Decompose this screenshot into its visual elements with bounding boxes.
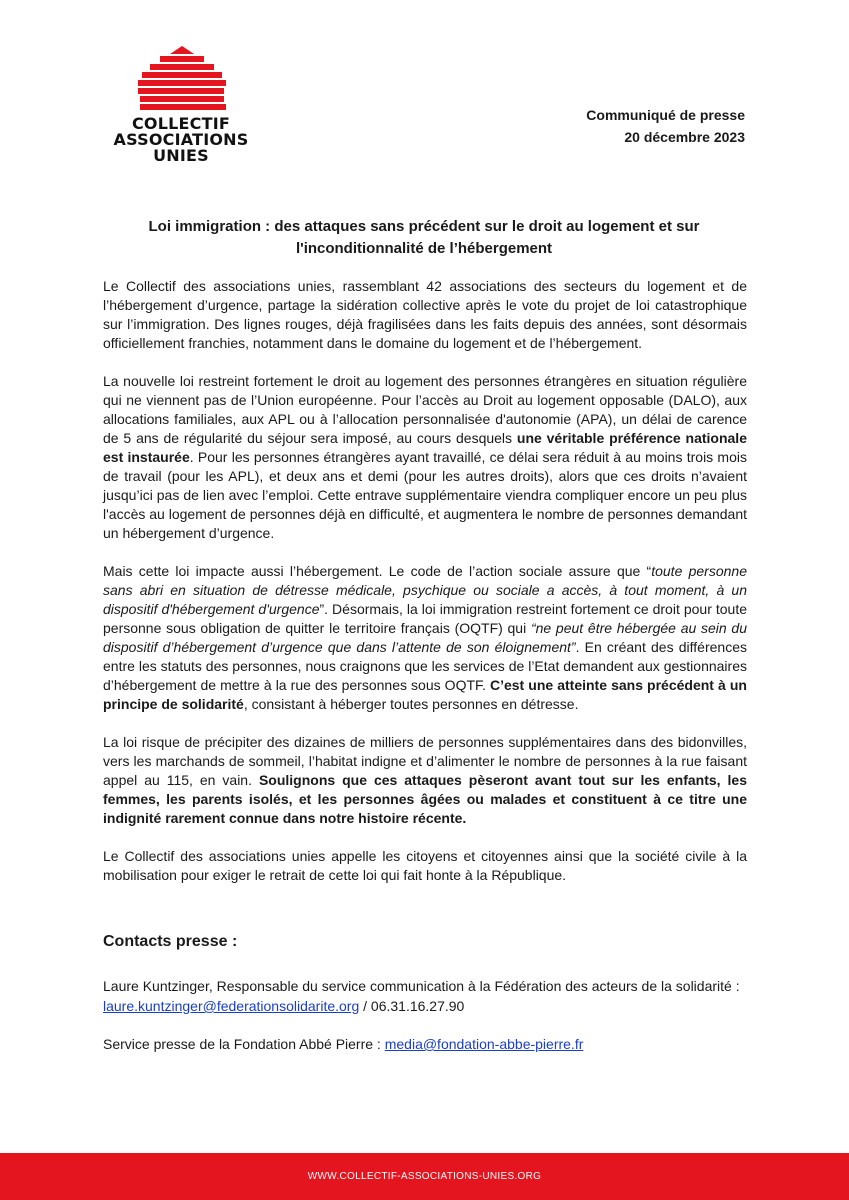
p4-text-a: La loi risque de précipiter des dizaines de milliers de personnes supplémentaires dans des bidonvilles, vers les marchands de sommeil, l’habitat indigne et d’alimenter le nombre de personnes à la rue faisant appel au 115, en vain. bbox=[103, 734, 747, 788]
paragraph-4 bbox=[103, 733, 747, 828]
footer-url[interactable]: WWW.COLLECTIF-ASSOCIATIONS-UNIES.ORG bbox=[307, 1171, 542, 1182]
logo-line-2: ASSOCIATIONS bbox=[113, 130, 249, 149]
contacts-heading: Contacts presse : bbox=[103, 933, 238, 950]
contact-1-phone: / 06.31.16.27.90 bbox=[359, 998, 465, 1014]
p3-text-g: , consistant à héberger toutes personnes en détresse. bbox=[243, 696, 579, 712]
contact-1 bbox=[103, 976, 747, 1016]
house-stripes-icon bbox=[132, 44, 232, 116]
p3-text-e: . En créant des différences entre les statuts des personnes, nous craignons que les services de l’Etat demandent aux gestionnaires d’hébergement de mettre à la rue des personnes sous OQTF. bbox=[103, 639, 747, 693]
contact-1-text: Laure Kuntzinger, Responsable du service communication à la Fédération des acteurs de la solidarité : bbox=[103, 978, 740, 994]
p2-text-a: La nouvelle loi restreint fortement le droit au logement des personnes étrangères en situation régulière qui ne viennent pas de l’Union européenne. Pour l’accès au Droit au logement opposable (DALO), aux allocations familiales, aux APL ou à l’allocation personnalisée d'autonomie (APA), un délai de carence de 5 ans de régularité du séjour sera imposé, au cours desquels bbox=[103, 373, 747, 446]
press-meta bbox=[586, 104, 745, 148]
p2-text-c: . Pour les personnes étrangères ayant travaillé, ce délai sera réduit à au moins trois mois de travail (pour les APL), et deux ans et demi (pour les autres droits), alors que ces droits n’avaient jusqu’ici pas de lien avec l’emploi. Cette entrave supplémentaire viendra compliquer encore un peu plus l'accès au logement de personnes déjà en difficulté, et augmentera le nombre de personnes demandant un hébergement d’urgence. bbox=[103, 449, 747, 541]
p2-bold: une véritable préférence nationale est instaurée bbox=[103, 430, 747, 465]
body-text bbox=[103, 277, 747, 885]
logo-line-3: UNIES bbox=[153, 146, 209, 165]
footer-bar bbox=[0, 1153, 849, 1200]
title-line-2: l'inconditionnalité de l’hébergement bbox=[295, 240, 553, 257]
contact-2 bbox=[103, 1034, 747, 1054]
p3-text-c: ”. Désormais, la loi immigration restreint fortement ce droit pour toute personne sous obligation de quitter le territoire français (OQTF) qui bbox=[103, 601, 748, 636]
logo bbox=[96, 44, 266, 164]
paragraph-1: Le Collectif des associations unies, rassemblant 42 associations des secteurs du logement et de l’hébergement d’urgence, partage la sidération collective après le vote du projet de loi catastrophique sur l’immigration. Des lignes rouges, déjà fragilisées dans les faits depuis des années, sont désormais officiellement franchies, notamment dans le domaine du logement et de l’hébergement. bbox=[103, 278, 747, 351]
logo-wordmark bbox=[96, 116, 266, 164]
paragraph-5: Le Collectif des associations unies appelle les citoyens et citoyennes ainsi que la société civile à la mobilisation pour exiger le retrait de cette loi qui fait honte à la République. bbox=[103, 848, 747, 883]
contact-1-email-link[interactable]: laure.kuntzinger@federationsolidarite.org bbox=[103, 998, 360, 1014]
press-label: Communiqué de presse bbox=[586, 107, 745, 123]
paragraph-3 bbox=[103, 562, 747, 714]
contact-2-email-link[interactable]: media@fondation-abbe-pierre.fr bbox=[384, 1036, 584, 1052]
p3-quote-1: toute personne sans abri en situation de détresse médicale, psychique ou sociale a accès, à tout moment, à un dispositif d'hébergement d'urgence bbox=[103, 563, 747, 617]
p3-bold: C’est une atteinte sans précédent à un principe de solidarité bbox=[103, 677, 747, 712]
p3-quote-2: “ne peut être hébergée au sein du dispositif d’hébergement d’urgence que dans l’attente de son éloignement” bbox=[103, 620, 748, 655]
paragraph-2 bbox=[103, 372, 747, 543]
contact-2-text: Service presse de la Fondation Abbé Pierre : bbox=[103, 1036, 385, 1052]
contacts bbox=[103, 976, 747, 1072]
title-line-1: Loi immigration : des attaques sans précédent sur le droit au logement et sur bbox=[148, 218, 700, 235]
logo-line-1: COLLECTIF bbox=[131, 114, 230, 133]
p3-text-a: Mais cette loi impacte aussi l’hébergement. Le code de l’action sociale assure que “ bbox=[103, 563, 652, 579]
p4-bold: Soulignons que ces attaques pèseront avant tout sur les enfants, les femmes, les parents isolés, et les personnes âgées ou malades et constituent à ce titre une indignité rarement connue dans notre histoire récente. bbox=[103, 772, 747, 826]
press-date: 20 décembre 2023 bbox=[624, 129, 745, 145]
page-title bbox=[100, 216, 748, 260]
